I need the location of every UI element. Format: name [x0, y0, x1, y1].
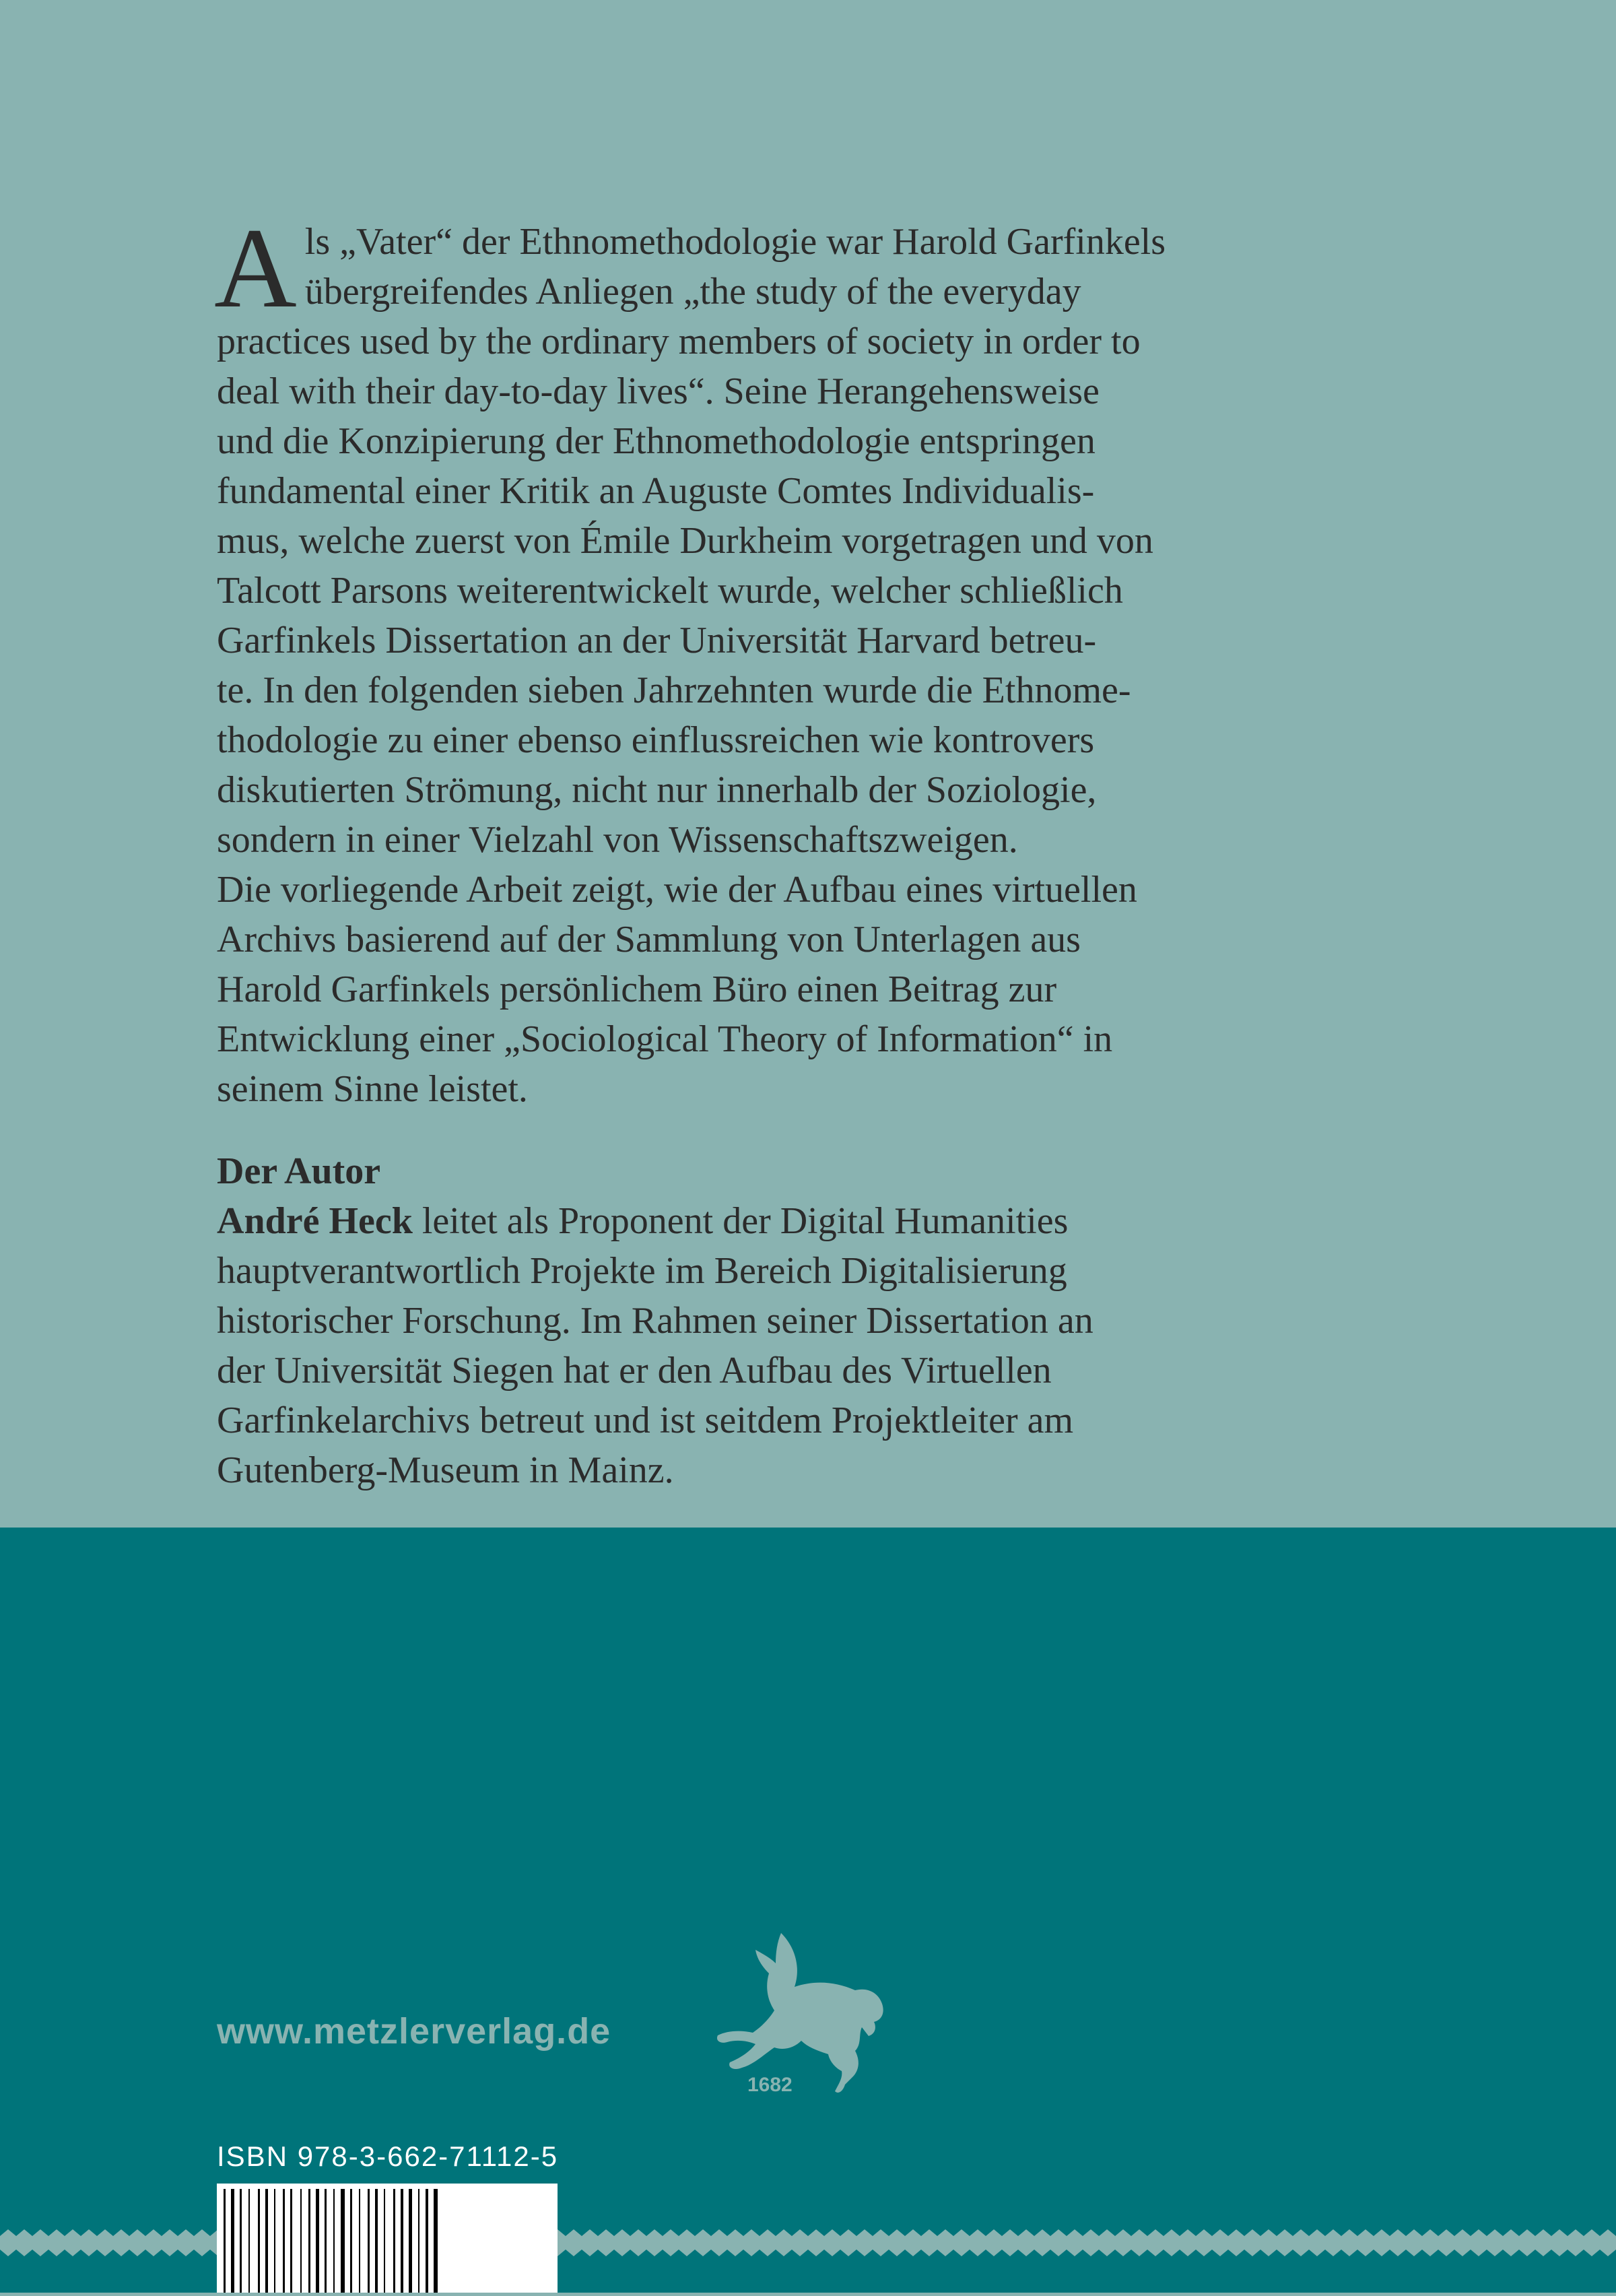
horse-icon	[700, 1926, 902, 2108]
barcode-bar	[316, 2189, 319, 2293]
blurb-line: Garfinkels Dissertation an der Universität Harvard betreu-	[217, 620, 1097, 661]
barcode-bar	[393, 2189, 395, 2293]
barcode-bar	[426, 2189, 428, 2293]
barcode-bar	[359, 2189, 360, 2293]
horse-shape	[717, 1933, 883, 2093]
author-line-rest: leitet als Proponent der Digital Humanities	[412, 1200, 1069, 1242]
barcode-bar	[248, 2189, 250, 2293]
author-section	[217, 1146, 1348, 1495]
barcode-bar	[231, 2189, 234, 2293]
blurb-text	[214, 205, 1348, 1114]
blurb-line: deal with their day-to-day lives“. Seine Herangehensweise	[217, 370, 1100, 412]
blurb-line: Entwicklung einer „Sociological Theory of Information“ in	[217, 1018, 1113, 1060]
author-heading: Der Autor	[217, 1150, 381, 1192]
blurb-line: Talcott Parsons weiterentwickelt wurde, welcher schließlich	[217, 570, 1123, 612]
barcode-bar	[341, 2189, 345, 2293]
barcode-bar	[384, 2189, 385, 2293]
blurb-line: übergreifendes Anliegen „the study of the everyday	[304, 271, 1081, 313]
author-line	[217, 1196, 1348, 1246]
barcode	[217, 2184, 558, 2293]
barcode-bar	[283, 2189, 285, 2293]
barcode-bar	[240, 2189, 242, 2293]
barcode-bar	[265, 2189, 268, 2293]
barcode-bar	[274, 2189, 275, 2293]
barcode-bar	[290, 2189, 292, 2293]
barcode-bar	[308, 2189, 310, 2293]
author-line: hauptverantwortlich Projekte im Bereich Digitalisierung	[217, 1250, 1067, 1292]
author-name: André Heck	[217, 1200, 413, 1242]
blurb-line: Archivs basierend auf der Sammlung von Unterlagen aus	[217, 919, 1081, 960]
author-line: Gutenberg-Museum in Mainz.	[217, 1449, 674, 1491]
barcode-bar	[350, 2189, 352, 2293]
lower-panel	[0, 1528, 1616, 2293]
blurb-line: thodologie zu einer ebenso einflussreichen wie kontrovers	[217, 719, 1095, 761]
blurb-line: Harold Garfinkels persönlichem Büro einen Beitrag zur	[217, 969, 1057, 1010]
blurb-line: te. In den folgenden sieben Jahrzehnten wurde die Ethnome-	[217, 669, 1131, 711]
isbn-text: ISBN 978-3-662-71112-5	[217, 2140, 559, 2172]
publisher-url[interactable]: www.metzlerverlag.de	[217, 2011, 611, 2052]
blurb-line: sondern in einer Vielzahl von Wissenschaftszweigen.	[217, 819, 1018, 861]
barcode-bar	[325, 2189, 327, 2293]
blurb-line: diskutierten Strömung, nicht nur innerhalb der Soziologie,	[217, 769, 1097, 811]
author-line: der Universität Siegen hat er den Aufbau des Virtuellen	[217, 1350, 1052, 1391]
blurb-line: ls „Vater“ der Ethnomethodologie war Harold Garfinkels	[304, 221, 1166, 263]
author-line: historischer Forschung. Im Rahmen seiner Dissertation an	[217, 1300, 1093, 1342]
barcode-bar	[418, 2189, 419, 2293]
blurb-line: Die vorliegende Arbeit zeigt, wie der Aufbau eines virtuellen	[217, 869, 1137, 911]
blurb-line: und die Konzipierung der Ethnomethodologie entspringen	[217, 420, 1096, 462]
barcode-bar	[224, 2189, 226, 2293]
blurb-line: seinem Sinne leistet.	[217, 1068, 528, 1110]
blurb-line: fundamental einer Kritik an Auguste Comtes Individualis-	[217, 470, 1095, 512]
barcode-bar	[409, 2189, 412, 2293]
barcode-bars	[217, 2184, 558, 2293]
blurb-line: practices used by the ordinary members of society in order to	[217, 321, 1141, 362]
barcode-bar	[375, 2189, 378, 2293]
author-line: Garfinkelarchivs betreut und ist seitdem Projektleiter am	[217, 1400, 1074, 1441]
barcode-bar	[368, 2189, 370, 2293]
drop-cap: A	[214, 205, 297, 331]
barcode-bar	[258, 2189, 260, 2293]
barcode-bar	[300, 2189, 302, 2293]
barcode-bar	[333, 2189, 335, 2293]
logo-year: 1682	[747, 2074, 793, 2096]
barcode-bar	[434, 2189, 438, 2293]
barcode-bar	[401, 2189, 403, 2293]
blurb-line: mus, welche zuerst von Émile Durkheim vorgetragen und von	[217, 520, 1153, 562]
